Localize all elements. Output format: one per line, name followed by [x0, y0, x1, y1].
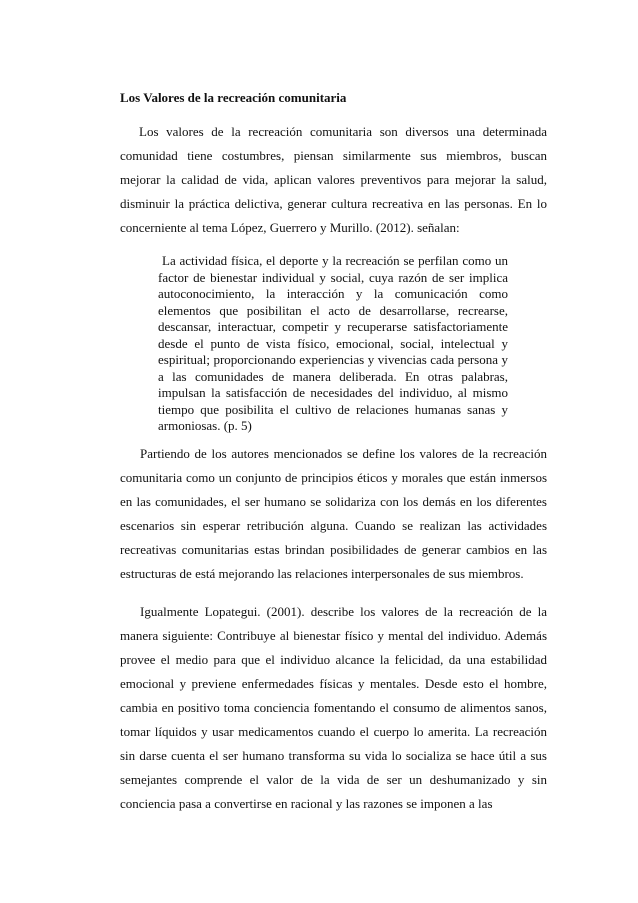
paragraph-lopategui: Igualmente Lopategui. (2001). describe los valores de la recreación de la manera siguiente: Contribuye al bienestar físico y mental del individuo. Además provee el medio para que el individuo alcance la felicidad, da una estabilidad emocional y previene enfermedades físicas y mentales. Desde esto el hombre, cambia en positivo toma conciencia fomentando el consumo de alimentos sanos, tomar líquidos y usar medicamentos cuando el cuerpo lo amerita. La recreación sin darse cuenta el ser humano transforma su vida lo socializa se hace útil a sus semejantes comprende el valor de la vida de ser un deshumanizado y sin conciencia pasa a convertirse en racional y las razones se imponen a las — [120, 603, 547, 811]
block-quote: La actividad física, el deporte y la recreación se perfilan como un factor de bienestar individual y social, cuya razón de ser implica autoconocimiento, la interacción y la comunicación como elementos que posibilitan el acto de desarrollarse, recrearse, descansar, interactuar, competir y recuperarse satisfactoriamente desde el punto de vista físico, emocional, social, intelectual y espiritual; proporcionando experiencias y vivencias cada persona y a las comunidades de manera deliberada. En otras palabras, impulsan la satisfacción de necesidades del individuo, al mismo tiempo que posibilita el cultivo de relaciones humanas sanas y armoniosas. (p. 5) — [158, 253, 508, 433]
paragraph-definition: Partiendo de los autores mencionados se define los valores de la recreación comunitaria como un conjunto de principios éticos y morales que están inmersos en las comunidades, el ser humano se solidariza con los demás en los diferentes escenarios sin esperar retribución alguna. Cuando se realizan las actividades recreativas comunitarias estas brindan posibilidades de generar cambios en las estructuras de está mejorando las relaciones interpersonales de sus miembros. — [120, 445, 547, 581]
section-title: Los Valores de la recreación comunitaria — [120, 90, 347, 105]
paragraph-intro: Los valores de la recreación comunitaria son diversos una determinada comunidad tiene costumbres, piensan similarmente sus miembros, buscan mejorar la calidad de vida, aplican valores preventivos para mejorar la salud, disminuir la práctica delictiva, generar cultura recreativa en las personas. En lo concerniente al tema López, Guerrero y Murillo. (2012). señalan: — [120, 124, 547, 235]
document-body — [120, 90, 547, 816]
